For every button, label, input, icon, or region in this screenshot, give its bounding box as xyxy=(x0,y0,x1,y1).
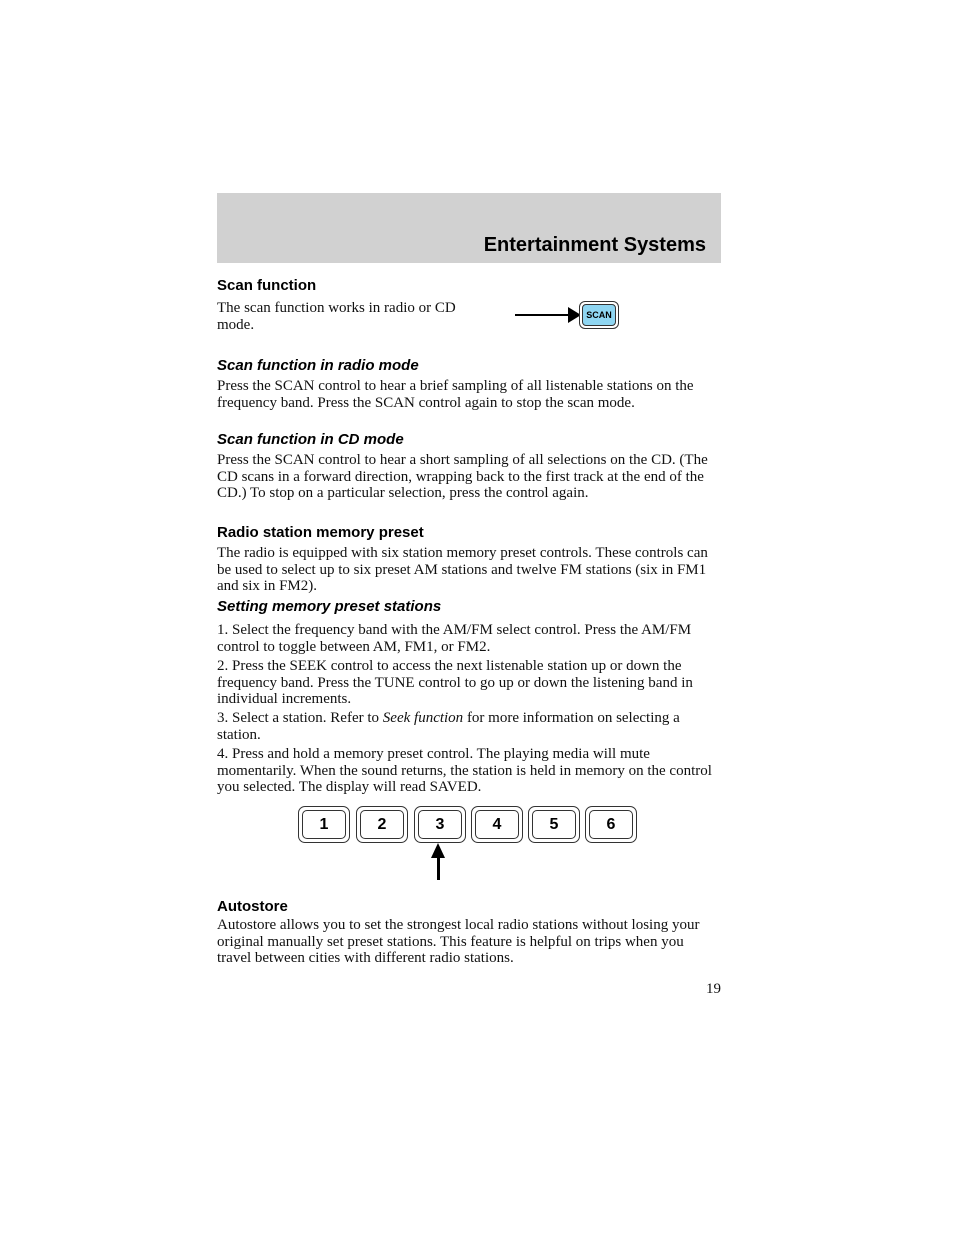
radio-mode-heading: Scan function in radio mode xyxy=(217,357,419,374)
preset-button-label: 5 xyxy=(532,810,576,839)
scan-button-label: SCAN xyxy=(582,304,616,326)
step-1: 1. Select the frequency band with the AM/FM select control. Press the AM/FM control to toggle between AM, FM1, or FM2. xyxy=(217,622,692,655)
pointer-arrow-line xyxy=(515,314,571,316)
preset-button-2 xyxy=(356,806,408,843)
seek-function-reference: Seek function xyxy=(382,710,464,726)
section-header-band xyxy=(217,193,721,263)
setting-presets-heading: Setting memory preset stations xyxy=(217,598,442,615)
scan-button xyxy=(579,301,619,329)
preset-button-label: 4 xyxy=(475,810,519,839)
scan-function-heading: Scan function xyxy=(217,277,317,294)
step-2: 2. Press the SEEK control to access the next listenable station up or down the frequency band. Press the TUNE control to go up or down the listening band in individual increments. xyxy=(217,658,693,707)
scan-function-intro: The scan function works in radio or CD mode. xyxy=(217,300,456,333)
section-title: Entertainment Systems xyxy=(483,234,706,256)
memory-preset-heading: Radio station memory preset xyxy=(217,524,424,541)
radio-mode-text: Press the SCAN control to hear a brief sampling of all listenable stations on the frequency band. Press the SCAN control again to stop the scan mode. xyxy=(217,378,694,411)
up-arrow-line xyxy=(437,856,440,880)
step-4: 4. Press and hold a memory preset control. The playing media will mute momentarily. When the sound returns, the station is held in memory on the control you selected. The display will read SAVED. xyxy=(217,746,712,795)
memory-preset-text: The radio is equipped with six station memory preset controls. These controls can be used to select up to six preset AM stations and twelve FM stations (six in FM1 and six in FM2). xyxy=(217,545,708,594)
preset-button-label: 2 xyxy=(360,810,404,839)
preset-button-5 xyxy=(528,806,580,843)
step-3-before: 3. Select a station. Refer to xyxy=(217,710,383,726)
cd-mode-text: Press the SCAN control to hear a short sampling of all selections on the CD. (The CD scans in a forward direction, wrapping back to the first track at the end of the CD.) To stop on a particular selection, press the control again. xyxy=(217,452,708,501)
autostore-text: Autostore allows you to set the strongest local radio stations without losing your original manually set preset stations. This feature is helpful on trips when you travel between cities with different radio stations. xyxy=(217,917,700,966)
preset-button-4 xyxy=(471,806,523,843)
step-3 xyxy=(217,710,721,743)
page-number: 19 xyxy=(706,981,721,997)
preset-button-1 xyxy=(298,806,350,843)
autostore-heading: Autostore xyxy=(217,898,288,915)
preset-button-3 xyxy=(414,806,466,843)
cd-mode-heading: Scan function in CD mode xyxy=(217,431,404,448)
preset-button-label: 6 xyxy=(589,810,633,839)
step-3-after: for more information on selecting a station. xyxy=(217,710,680,743)
preset-button-label: 3 xyxy=(418,810,462,839)
preset-button-6 xyxy=(585,806,637,843)
preset-button-label: 1 xyxy=(302,810,346,839)
